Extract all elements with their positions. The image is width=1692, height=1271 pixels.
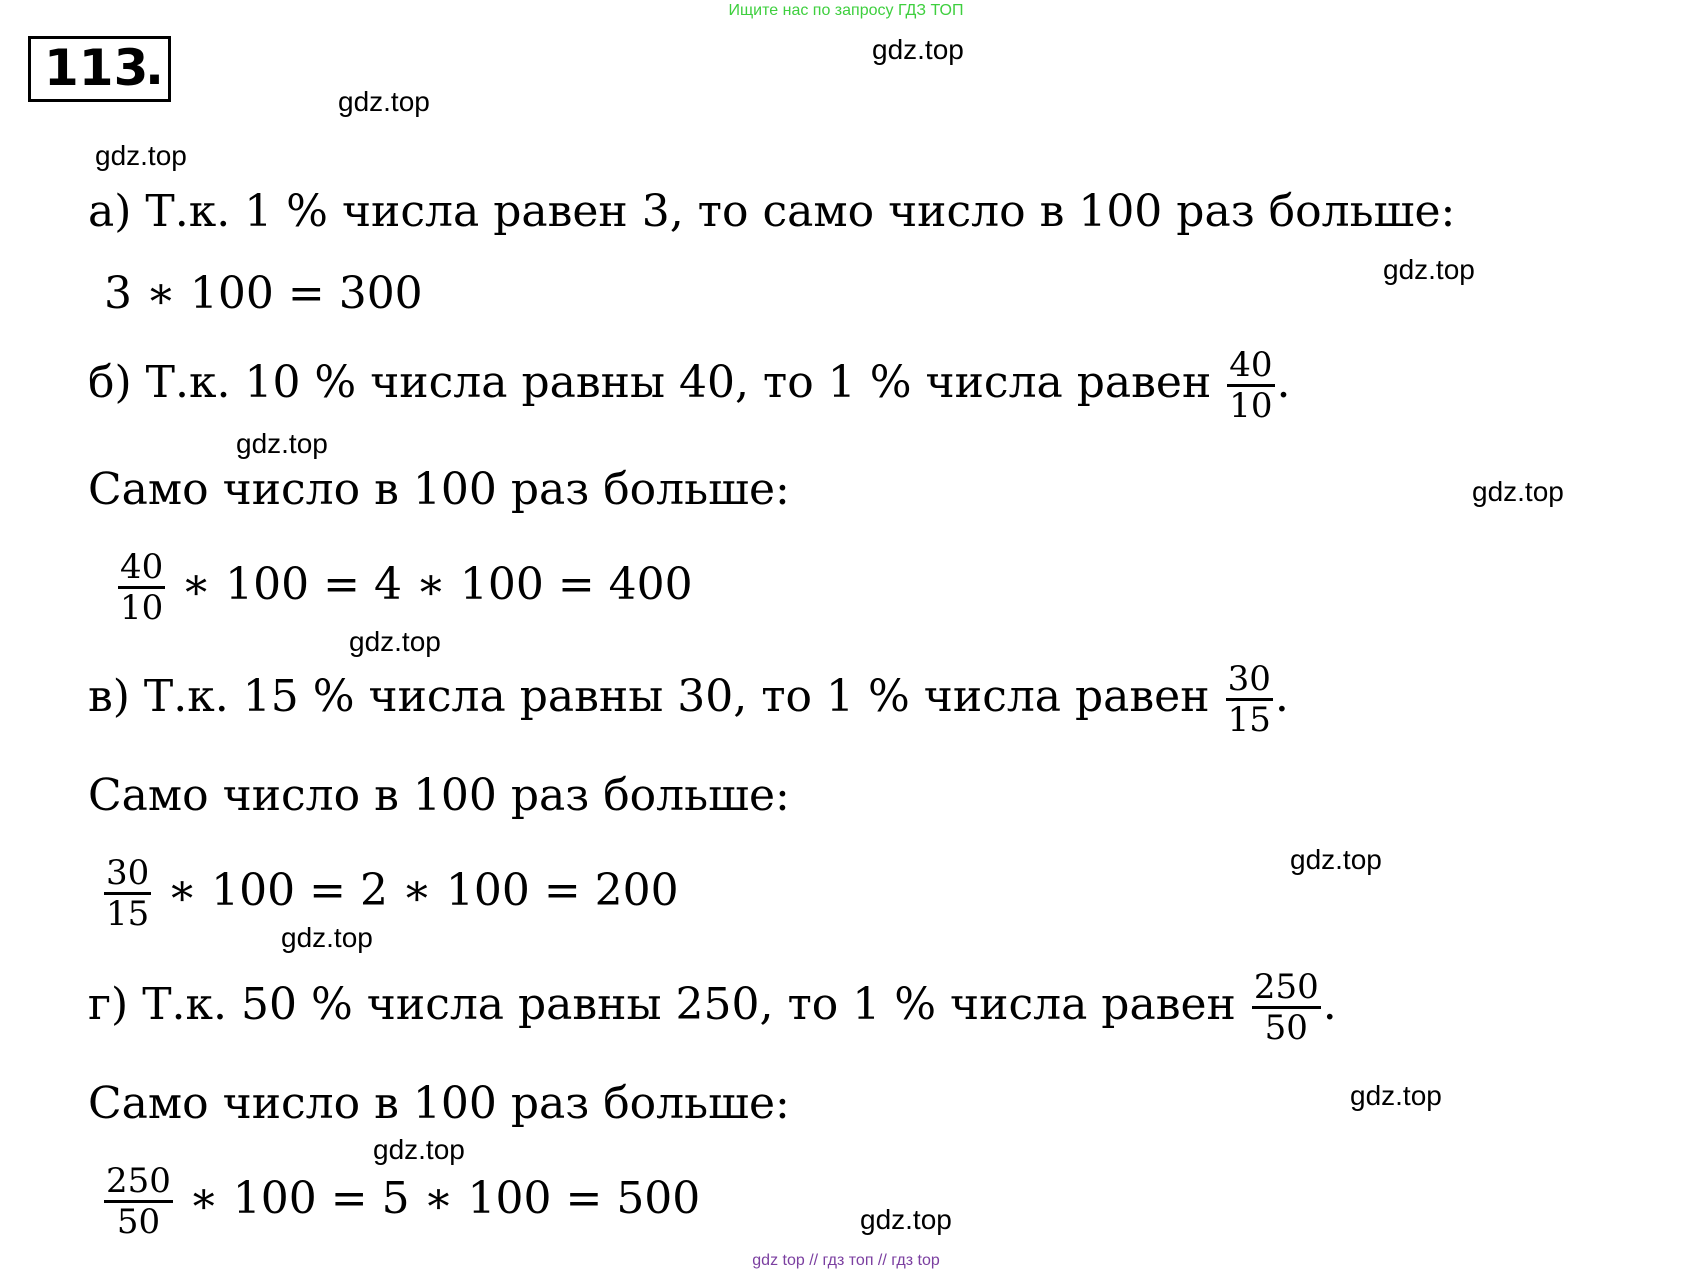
watermark: gdz.top [1350,1080,1442,1111]
watermark: gdz.top [1472,476,1564,507]
fraction [1227,346,1274,425]
solution-line-c1 [88,660,1289,739]
solution-line-b3 [116,548,693,627]
numerator: 250 [1253,967,1319,1007]
period: . [1276,357,1291,408]
watermark: gdz.top [860,1204,952,1235]
problem-number-dot: . [145,38,164,96]
denominator: 15 [106,894,150,934]
period: . [1274,671,1289,722]
fraction [1226,660,1273,739]
numerator: 40 [120,547,164,587]
solution-line-b1 [88,346,1291,425]
watermark: gdz.top [95,140,187,171]
solution-line-c3 [102,854,679,933]
solution-line-a2: 3 ∗ 100 = 300 [104,268,423,319]
equation-rest: ∗ 100 = 2 ∗ 100 = 200 [167,865,679,916]
footer-watermark: gdz top // гдз топ // гдз top [752,1252,940,1269]
watermark: gdz.top [1383,254,1475,285]
fraction [104,854,151,933]
watermark: gdz.top [338,86,430,117]
watermark: gdz.top [373,1134,465,1165]
solution-line-c2: Само число в 100 раз больше: [88,770,790,821]
solution-text: г) Т.к. 50 % числа равны 250, то 1 % числа равен [88,979,1236,1030]
watermark: gdz.top [349,626,441,657]
problem-number-box: 113 [28,36,171,102]
search-banner: Ищите нас по запросу ГДЗ ТОП [728,2,964,19]
equation-rest: ∗ 100 = 4 ∗ 100 = 400 [181,559,693,610]
denominator: 15 [1227,700,1271,740]
numerator: 30 [1227,659,1271,699]
solution-line-a1: а) Т.к. 1 % числа равен 3, то само число в 100 раз больше: [88,186,1456,237]
solution-line-b2: Само число в 100 раз больше: [88,464,790,515]
solution-line-d2: Само число в 100 раз больше: [88,1078,790,1129]
numerator: 250 [106,1161,171,1201]
fraction [104,1162,173,1241]
solution-line-d1 [88,968,1337,1047]
solution-text: в) Т.к. 15 % числа равны 30, то 1 % числа равен [88,671,1210,722]
numerator: 30 [106,853,150,893]
watermark: gdz.top [1290,844,1382,875]
watermark: gdz.top [236,428,328,459]
denominator: 50 [116,1202,161,1242]
denominator: 50 [1264,1008,1308,1048]
denominator: 10 [1229,386,1273,426]
equation-rest: ∗ 100 = 5 ∗ 100 = 500 [188,1173,701,1224]
solution-text: б) Т.к. 10 % числа равны 40, то 1 % числа равен [88,357,1212,408]
watermark: gdz.top [872,34,964,65]
numerator: 40 [1229,345,1273,385]
fraction [1252,968,1321,1047]
watermark: gdz.top [281,922,373,953]
denominator: 10 [120,588,164,628]
period: . [1322,979,1337,1030]
fraction [118,548,165,627]
solution-line-d3 [102,1162,700,1241]
